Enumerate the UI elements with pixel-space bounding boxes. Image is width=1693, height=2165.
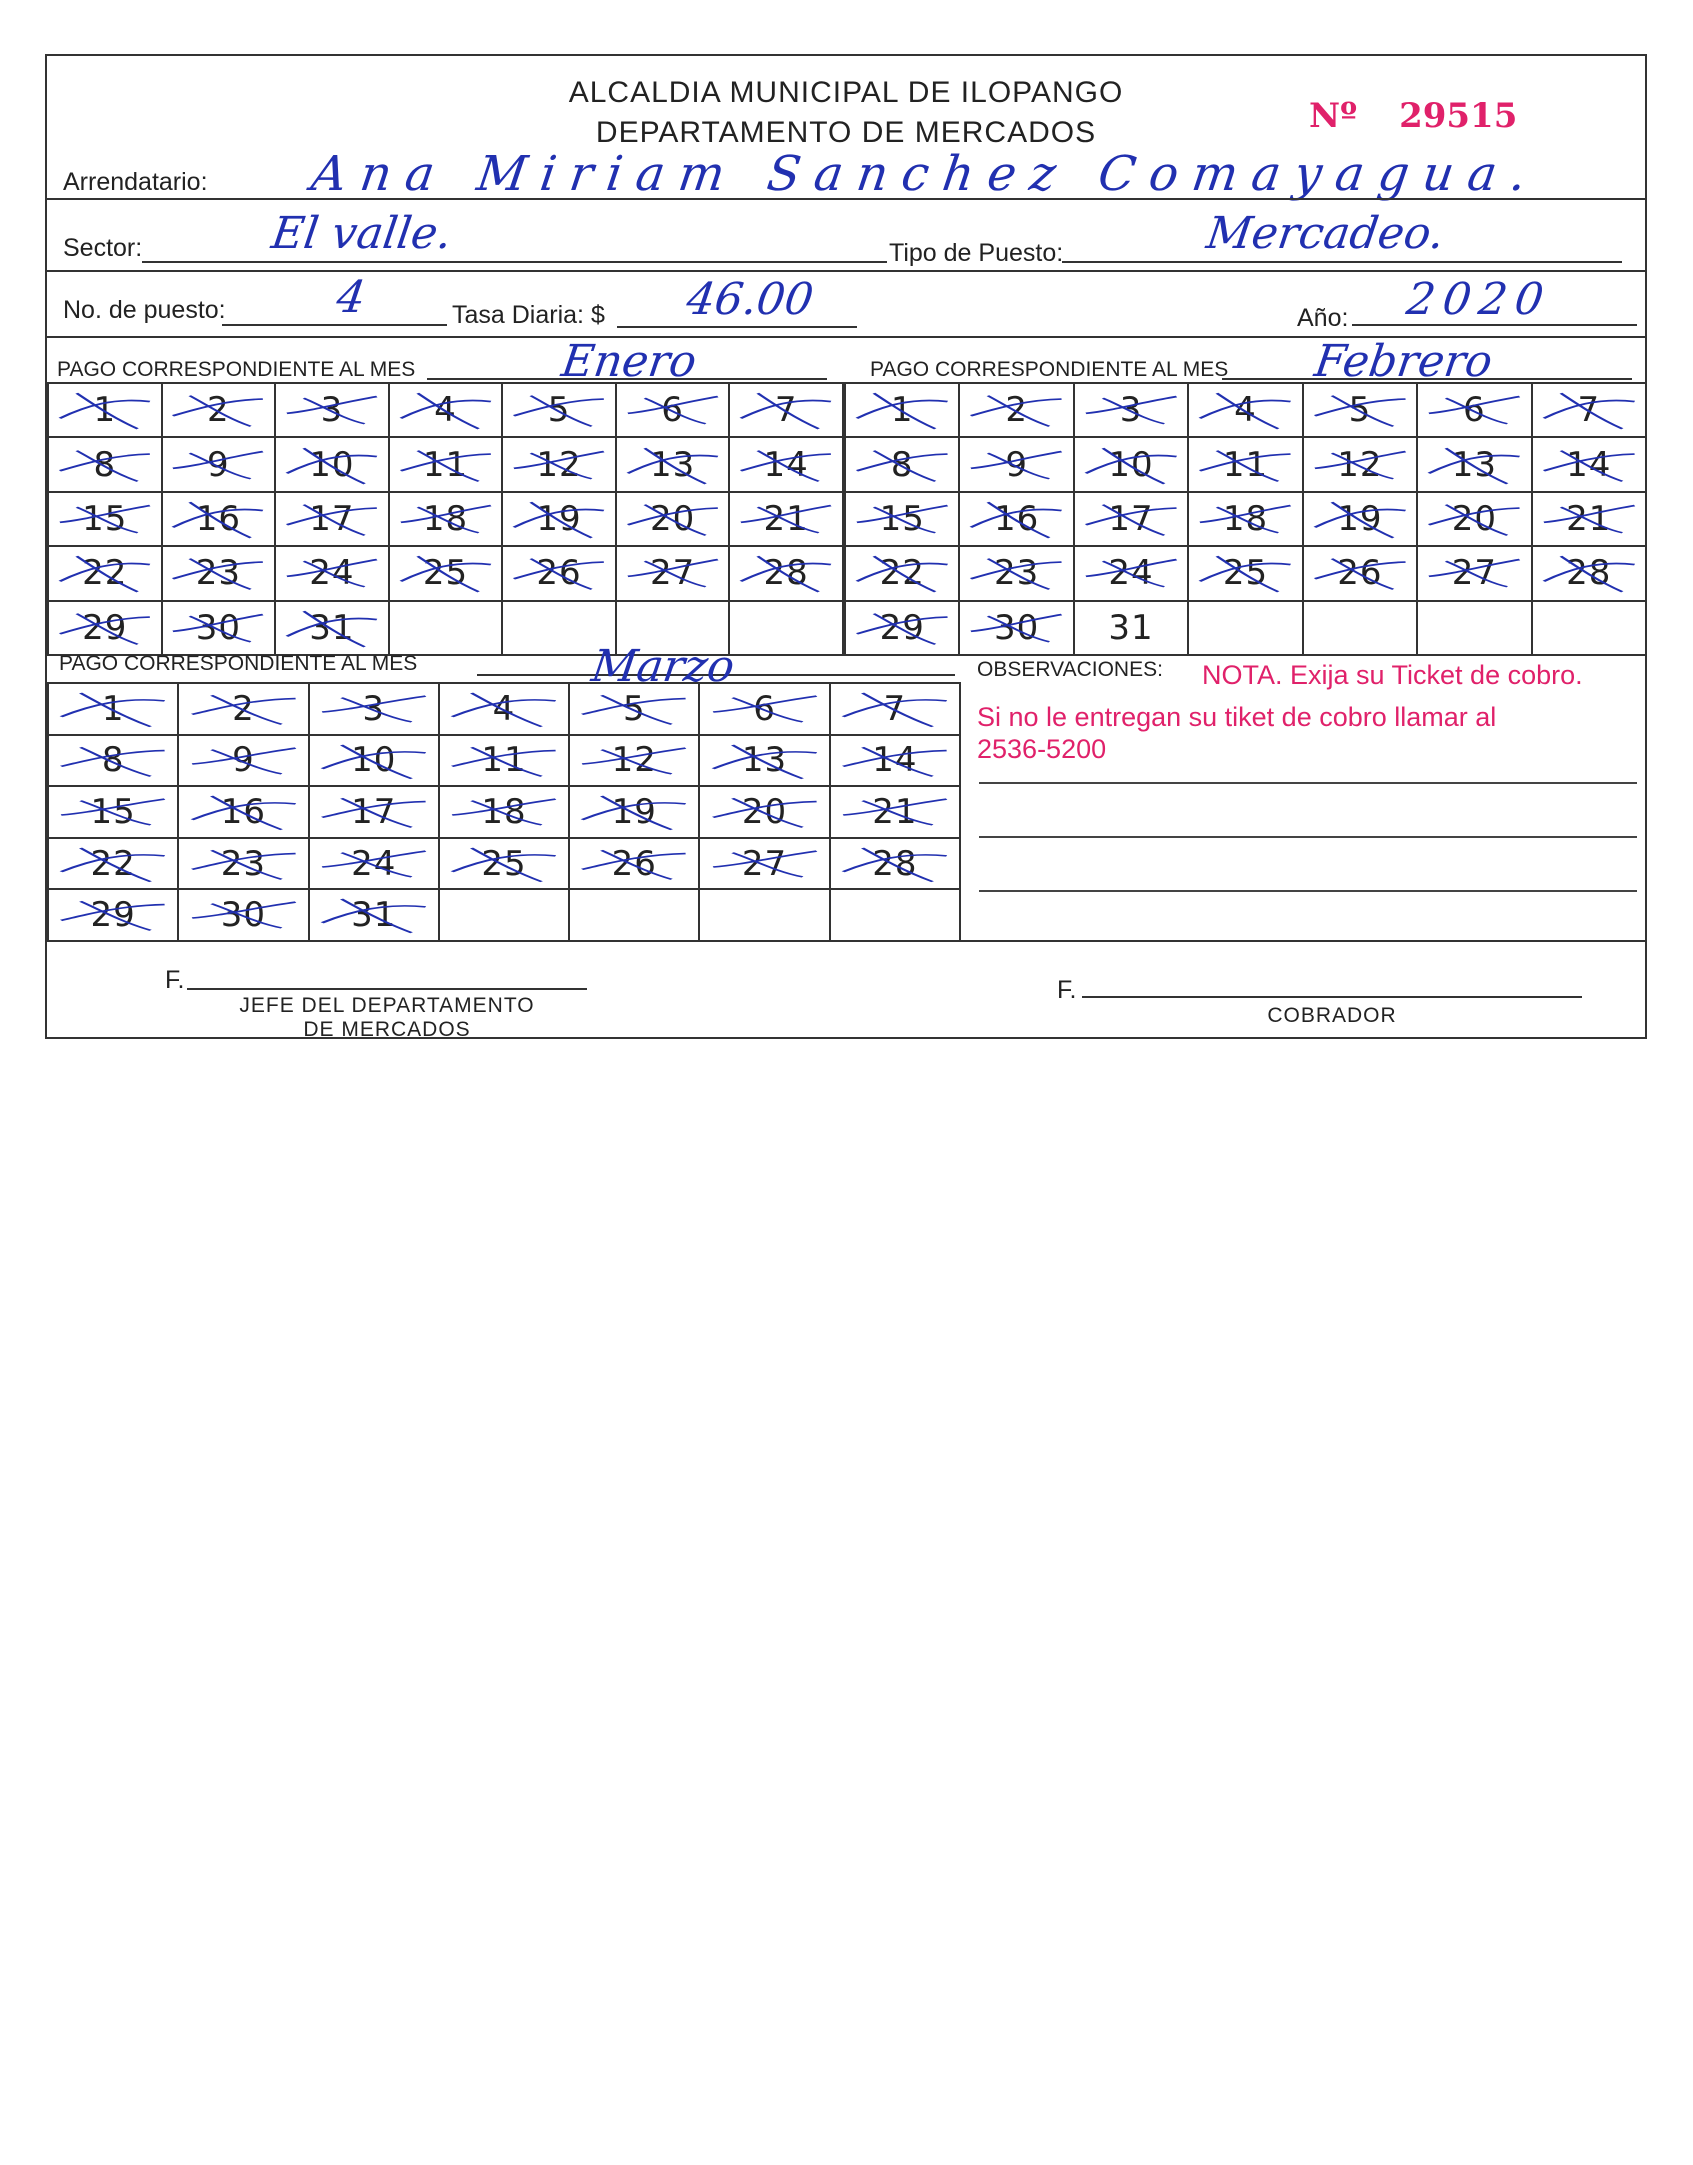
day-cell <box>729 383 843 437</box>
day-number: 25 <box>1222 553 1269 594</box>
day-number: 18 <box>422 498 469 539</box>
observaciones-label: OBSERVACIONES: <box>977 658 1163 681</box>
day-cell <box>389 492 503 546</box>
day-number: 3 <box>1119 390 1143 431</box>
day-cell <box>1417 437 1531 491</box>
day-number: 21 <box>872 791 918 832</box>
empty-cell <box>1188 601 1302 655</box>
day-cell <box>1532 383 1646 437</box>
day-cell <box>569 838 699 890</box>
day-cell <box>699 786 829 838</box>
day-cell <box>178 786 308 838</box>
grid-row <box>48 437 843 491</box>
day-number: 23 <box>220 843 267 884</box>
day-number: 5 <box>547 390 571 431</box>
day-number: 25 <box>481 843 527 884</box>
day-number: 29 <box>879 607 925 648</box>
day-cell <box>48 838 178 890</box>
header-line1: ALCALDIA MUNICIPAL DE ILOPANGO <box>568 76 1124 109</box>
day-number: 24 <box>1108 553 1154 594</box>
tipo-label: Tipo de Puesto: <box>889 239 1064 267</box>
day-cell <box>1074 383 1188 437</box>
day-number: 8 <box>93 444 117 485</box>
day-cell <box>162 492 276 546</box>
day-cell <box>845 383 959 437</box>
signature-left-title <box>207 994 567 1042</box>
day-number: 27 <box>1451 553 1497 594</box>
empty-cell <box>699 889 829 941</box>
day-cell <box>439 838 569 890</box>
anio-label: Año: <box>1297 304 1349 332</box>
day-number: 15 <box>879 498 925 539</box>
day-number: 16 <box>195 498 241 539</box>
day-cell <box>275 383 389 437</box>
day-number: 26 <box>536 553 582 594</box>
grid-row <box>845 492 1646 546</box>
day-number: 11 <box>422 444 469 485</box>
day-number: 12 <box>611 740 657 781</box>
day-cell <box>699 735 829 787</box>
day-number: 1 <box>101 688 125 729</box>
day-cell <box>178 838 308 890</box>
day-number: 15 <box>90 791 136 832</box>
day-cell <box>48 546 162 600</box>
grid-row <box>48 735 960 787</box>
day-number: 8 <box>101 740 125 781</box>
signature-left-line <box>187 988 587 990</box>
day-cell <box>162 546 276 600</box>
row-divider <box>47 270 1645 272</box>
day-number: 30 <box>994 607 1040 648</box>
anio-value: 2020 <box>1403 274 1555 325</box>
day-number: 16 <box>994 498 1040 539</box>
day-cell <box>569 735 699 787</box>
day-cell <box>830 838 960 890</box>
day-cell <box>1188 546 1302 600</box>
day-number: 3 <box>362 688 386 729</box>
day-number: 10 <box>1108 444 1154 485</box>
day-number: 2 <box>232 688 255 729</box>
day-cell <box>48 601 162 655</box>
day-cell <box>1303 546 1417 600</box>
day-cell <box>309 735 439 787</box>
day-number: 9 <box>207 444 230 485</box>
day-cell <box>275 437 389 491</box>
header-line2: DEPARTAMENTO DE MERCADOS <box>595 116 1097 149</box>
tipo-underline <box>1062 261 1622 263</box>
day-cell <box>275 601 389 655</box>
day-cell <box>275 492 389 546</box>
grid-row <box>48 786 960 838</box>
day-cell <box>1303 492 1417 546</box>
puesto-value: 4 <box>333 272 369 323</box>
signature-right-prefix: F. <box>1057 976 1077 1004</box>
day-cell <box>830 786 960 838</box>
day-number: 11 <box>481 740 527 781</box>
day-number: 13 <box>741 740 788 781</box>
day-cell <box>616 383 730 437</box>
month-1-value: Enero <box>558 336 700 387</box>
day-number: 29 <box>90 895 136 936</box>
grid-row <box>48 838 960 890</box>
day-cell <box>48 889 178 941</box>
day-number: 21 <box>763 498 809 539</box>
day-number: 6 <box>1463 390 1486 431</box>
day-number: 30 <box>195 607 241 648</box>
month-2-grid <box>844 382 1647 656</box>
observation-line <box>979 890 1637 892</box>
day-cell <box>699 838 829 890</box>
day-cell <box>48 735 178 787</box>
empty-cell <box>1532 601 1646 655</box>
day-cell <box>959 492 1073 546</box>
month-3-label: PAGO CORRESPONDIENTE AL MES <box>59 652 418 675</box>
sector-value: El valle. <box>268 208 456 259</box>
day-cell <box>1532 437 1646 491</box>
day-cell <box>439 735 569 787</box>
day-cell <box>845 546 959 600</box>
day-number: 19 <box>536 498 582 539</box>
day-cell <box>275 546 389 600</box>
day-cell <box>1188 492 1302 546</box>
day-number: 28 <box>872 843 918 884</box>
empty-cell <box>439 889 569 941</box>
day-number: 23 <box>195 553 241 594</box>
day-cell <box>616 437 730 491</box>
day-number: 6 <box>753 688 776 729</box>
day-number: 3 <box>320 390 344 431</box>
day-number: 26 <box>611 843 657 884</box>
day-number: 27 <box>649 553 696 594</box>
grid-row <box>48 492 843 546</box>
day-number: 9 <box>1005 444 1028 485</box>
empty-cell <box>569 889 699 941</box>
day-cell <box>959 546 1073 600</box>
empty-cell <box>389 601 503 655</box>
folio-number <box>1309 96 1517 136</box>
grid-row <box>845 546 1646 600</box>
day-number: 23 <box>994 553 1040 594</box>
day-number: 22 <box>82 553 128 594</box>
day-number: 18 <box>481 791 527 832</box>
day-number: 31 <box>351 895 397 936</box>
day-cell <box>309 683 439 735</box>
day-cell <box>1074 492 1188 546</box>
day-cell <box>1188 383 1302 437</box>
sector-label: Sector: <box>63 234 143 262</box>
day-cell <box>309 838 439 890</box>
day-cell <box>1188 437 1302 491</box>
day-number: 2 <box>1005 390 1028 431</box>
day-cell <box>1074 601 1188 655</box>
day-cell <box>502 383 616 437</box>
day-number: 28 <box>763 553 809 594</box>
day-cell <box>699 683 829 735</box>
day-cell <box>1417 546 1531 600</box>
payment-card <box>45 54 1647 1039</box>
observation-line <box>979 782 1637 784</box>
day-cell <box>439 786 569 838</box>
day-number: 20 <box>649 498 696 539</box>
arrendatario-value: Ana Miriam Sanchez Comayagua. <box>308 146 1544 202</box>
day-number: 1 <box>890 390 914 431</box>
day-cell <box>1532 546 1646 600</box>
day-cell <box>178 889 308 941</box>
day-number: 31 <box>1108 607 1154 648</box>
day-number: 10 <box>351 740 397 781</box>
day-cell <box>1532 492 1646 546</box>
day-number: 28 <box>1566 553 1612 594</box>
nota-text: NOTA. Exija su Ticket de cobro. <box>1202 660 1583 690</box>
sector-underline <box>142 261 887 263</box>
day-cell <box>959 383 1073 437</box>
day-number: 26 <box>1337 553 1383 594</box>
row-divider <box>47 198 1645 200</box>
tasa-underline <box>617 326 857 328</box>
grid-row <box>48 546 843 600</box>
day-number: 24 <box>309 553 355 594</box>
day-cell <box>162 601 276 655</box>
day-number: 17 <box>351 791 397 832</box>
signature-left-title2: DE MERCADOS <box>303 1018 471 1041</box>
tipo-value: Mercadeo. <box>1203 208 1448 259</box>
grid-row <box>48 383 843 437</box>
tasa-label: Tasa Diaria: $ <box>452 301 605 329</box>
empty-cell <box>729 601 843 655</box>
day-number: 22 <box>90 843 136 884</box>
day-number: 22 <box>879 553 925 594</box>
month-1-label: PAGO CORRESPONDIENTE AL MES <box>57 358 416 381</box>
day-cell <box>389 546 503 600</box>
day-number: 7 <box>1577 390 1601 431</box>
day-cell <box>48 683 178 735</box>
empty-cell <box>830 889 960 941</box>
day-cell <box>389 383 503 437</box>
month-2-label: PAGO CORRESPONDIENTE AL MES <box>870 358 1229 381</box>
arrendatario-label: Arrendatario: <box>63 168 208 196</box>
signature-left-title1: JEFE DEL DEPARTAMENTO <box>239 994 535 1017</box>
puesto-underline <box>222 324 447 326</box>
day-cell <box>309 786 439 838</box>
day-number: 15 <box>82 498 128 539</box>
day-number: 27 <box>741 843 788 884</box>
day-cell <box>439 683 569 735</box>
day-cell <box>502 546 616 600</box>
day-cell <box>569 786 699 838</box>
day-number: 14 <box>872 740 918 781</box>
month-1-grid <box>47 382 844 656</box>
day-cell <box>830 735 960 787</box>
day-number: 12 <box>536 444 582 485</box>
day-cell <box>162 437 276 491</box>
folio-value: 29515 <box>1399 96 1518 136</box>
day-cell <box>48 492 162 546</box>
day-number: 8 <box>890 444 914 485</box>
day-cell <box>845 437 959 491</box>
nota-line2: Si no le entregan su tiket de cobro llamar al <box>977 702 1497 732</box>
day-cell <box>502 437 616 491</box>
day-number: 30 <box>220 895 267 936</box>
day-number: 4 <box>434 390 457 431</box>
day-number: 12 <box>1337 444 1383 485</box>
day-number: 20 <box>1451 498 1497 539</box>
day-number: 2 <box>207 390 230 431</box>
day-cell <box>309 889 439 941</box>
day-number: 10 <box>309 444 355 485</box>
day-number: 18 <box>1222 498 1269 539</box>
day-cell <box>48 786 178 838</box>
day-number: 1 <box>93 390 117 431</box>
day-number: 19 <box>611 791 657 832</box>
day-cell <box>1303 437 1417 491</box>
day-cell <box>1074 546 1188 600</box>
signature-right-line <box>1082 996 1582 998</box>
day-number: 5 <box>1348 390 1372 431</box>
day-cell <box>1074 437 1188 491</box>
day-cell <box>830 683 960 735</box>
puesto-label: No. de puesto: <box>63 296 226 324</box>
day-cell <box>959 437 1073 491</box>
day-cell <box>389 437 503 491</box>
day-number: 17 <box>1108 498 1154 539</box>
signature-left-prefix: F. <box>165 966 185 994</box>
day-cell <box>569 683 699 735</box>
day-cell <box>616 546 730 600</box>
day-number: 16 <box>220 791 267 832</box>
tasa-value: 46.00 <box>683 274 817 325</box>
day-number: 5 <box>622 688 646 729</box>
empty-cell <box>1303 601 1417 655</box>
nota-phone: 2536-5200 <box>977 734 1107 764</box>
day-number: 24 <box>351 843 397 884</box>
day-number: 9 <box>232 740 255 781</box>
grid-row <box>845 601 1646 655</box>
day-cell <box>729 492 843 546</box>
month-2-value: Febrero <box>1311 336 1496 387</box>
empty-cell <box>1417 601 1531 655</box>
day-number: 4 <box>1234 390 1257 431</box>
grid-row <box>845 383 1646 437</box>
day-cell <box>729 437 843 491</box>
day-number: 11 <box>1222 444 1269 485</box>
month-3-grid <box>47 682 961 942</box>
day-cell <box>502 492 616 546</box>
month-3-value: Marzo <box>588 641 738 692</box>
day-number: 7 <box>774 390 798 431</box>
day-number: 25 <box>422 553 469 594</box>
day-number: 13 <box>1451 444 1497 485</box>
day-number: 31 <box>309 607 355 648</box>
day-cell <box>162 383 276 437</box>
day-cell <box>1417 492 1531 546</box>
day-number: 7 <box>883 688 907 729</box>
day-number: 17 <box>309 498 355 539</box>
day-cell <box>729 546 843 600</box>
grid-row <box>845 437 1646 491</box>
day-number: 6 <box>661 390 684 431</box>
day-cell <box>48 437 162 491</box>
day-cell <box>48 383 162 437</box>
signature-right-title: COBRADOR <box>1267 1004 1397 1027</box>
day-number: 21 <box>1566 498 1612 539</box>
day-cell <box>1303 383 1417 437</box>
day-number: 13 <box>649 444 696 485</box>
day-cell <box>845 601 959 655</box>
day-cell <box>178 735 308 787</box>
day-number: 29 <box>82 607 128 648</box>
day-number: 20 <box>741 791 788 832</box>
day-cell <box>178 683 308 735</box>
grid-row <box>48 889 960 941</box>
day-number: 14 <box>1566 444 1612 485</box>
day-cell <box>1417 383 1531 437</box>
day-cell <box>616 492 730 546</box>
observation-line <box>979 836 1637 838</box>
folio-label: Nº <box>1309 96 1358 136</box>
day-number: 19 <box>1337 498 1383 539</box>
signature-divider <box>47 940 1645 942</box>
day-number: 4 <box>492 688 516 729</box>
day-number: 14 <box>763 444 809 485</box>
day-cell <box>959 601 1073 655</box>
day-cell <box>845 492 959 546</box>
grid-row <box>48 683 960 735</box>
